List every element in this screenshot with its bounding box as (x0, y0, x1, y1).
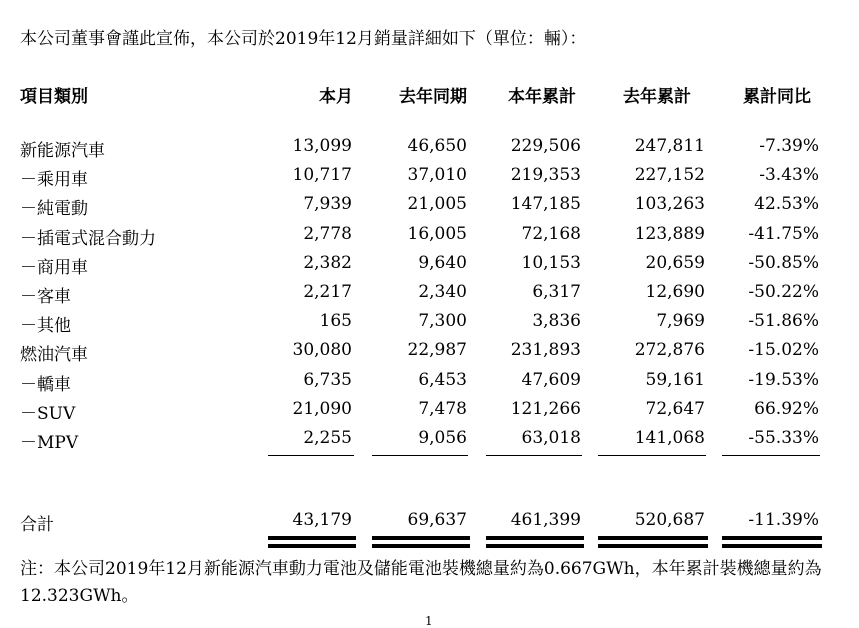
row-label: －插電式混合動力 (20, 228, 156, 249)
cell-last-year-ytd: 227,152 (634, 165, 705, 186)
row-label: －SUV (20, 403, 76, 424)
cell-same-period-last-year: 37,010 (407, 165, 467, 186)
cell-last-year-ytd: 141,068 (634, 428, 705, 448)
cell-this-month: 165 (319, 311, 352, 332)
cell-last-year-ytd: 59,161 (645, 369, 705, 390)
header-last-year-ytd: 去年累計 (623, 87, 691, 107)
cell-same-period-last-year: 6,453 (418, 369, 467, 390)
subtotal-rule-2 (372, 455, 468, 456)
cell-last-year-ytd: 72,647 (645, 398, 705, 419)
cell-same-period-last-year: 7,300 (418, 311, 467, 332)
subtotal-rule-3 (486, 455, 582, 456)
row-label: 燃油汽車 (20, 345, 88, 366)
cell-last-year-ytd: 123,889 (634, 223, 705, 244)
cell-last-year-ytd: 272,876 (634, 340, 705, 361)
row-label: －純電動 (20, 199, 88, 220)
header-ytd: 本年累計 (508, 87, 576, 107)
cell-ytd-yoy: 66.92% (754, 398, 819, 419)
header-category: 項目類別 (20, 87, 88, 107)
cell-last-year-ytd: 20,659 (645, 252, 705, 273)
row-label: －MPV (20, 433, 79, 453)
total-double-rule-1a (268, 536, 356, 540)
total-same-period-last-year: 69,637 (407, 510, 467, 530)
page-number: 1 (425, 614, 433, 628)
cell-same-period-last-year: 46,650 (407, 136, 467, 156)
total-double-rule-2b (372, 544, 470, 548)
subtotal-rule-1 (268, 455, 354, 456)
total-ytd-yoy: -11.39% (748, 510, 819, 530)
total-double-rule-3a (486, 536, 584, 540)
total-double-rule-2a (372, 536, 470, 540)
table-row (0, 224, 859, 248)
table-row (0, 399, 859, 423)
cell-same-period-last-year: 16,005 (407, 223, 467, 244)
cell-ytd-yoy: -50.22% (748, 282, 819, 302)
cell-same-period-last-year: 22,987 (407, 340, 467, 361)
total-double-rule-4a (598, 536, 708, 540)
total-double-rule-5a (722, 536, 822, 540)
cell-ytd: 147,185 (510, 194, 581, 215)
cell-ytd: 3,836 (532, 311, 581, 332)
announcement-intro: 本公司董事會謹此宣佈，本公司於2019年12月銷量詳細如下（單位：輛）： (20, 29, 587, 49)
cell-ytd-yoy: -7.39% (759, 136, 819, 156)
cell-ytd: 121,266 (510, 398, 581, 419)
cell-this-month: 21,090 (292, 398, 352, 419)
cell-this-month: 2,382 (303, 252, 352, 273)
total-ytd: 461,399 (510, 510, 581, 530)
cell-ytd: 6,317 (532, 282, 581, 302)
table-row (0, 253, 859, 277)
cell-ytd-yoy: -55.33% (748, 428, 819, 448)
cell-ytd: 219,353 (510, 165, 581, 186)
cell-ytd-yoy: 42.53% (754, 194, 819, 215)
cell-ytd-yoy: -3.43% (759, 165, 819, 186)
total-label: 合計 (20, 515, 54, 535)
total-double-rule-3b (486, 544, 584, 548)
row-label: －乘用車 (20, 170, 88, 191)
cell-ytd: 229,506 (510, 136, 581, 156)
row-label: －商用車 (20, 257, 88, 278)
cell-ytd: 10,153 (521, 252, 581, 273)
cell-this-month: 10,717 (292, 165, 352, 186)
cell-this-month: 7,939 (303, 194, 352, 215)
total-row (0, 510, 859, 534)
cell-ytd-yoy: -15.02% (748, 340, 819, 361)
table-header (0, 82, 859, 106)
cell-ytd: 47,609 (521, 369, 581, 390)
cell-last-year-ytd: 12,690 (645, 282, 705, 302)
footnote: 注：本公司2019年12月新能源汽車動力電池及儲能電池裝機總量約為0.667GWh，本年累計裝機總量約為12.323GWh。 (20, 559, 822, 606)
cell-ytd-yoy: -50.85% (748, 252, 819, 273)
cell-same-period-last-year: 2,340 (418, 282, 467, 302)
cell-same-period-last-year: 7,478 (418, 398, 467, 419)
row-label: －其他 (20, 316, 71, 337)
cell-this-month: 2,778 (303, 223, 352, 244)
table-row (0, 165, 859, 189)
total-this-month: 43,179 (292, 510, 352, 530)
cell-ytd-yoy: -41.75% (748, 223, 819, 244)
cell-last-year-ytd: 103,263 (634, 194, 705, 215)
table-row (0, 136, 859, 160)
cell-this-month: 6,735 (303, 369, 352, 390)
row-label: －客車 (20, 287, 71, 307)
row-label: －轎車 (20, 374, 71, 395)
subtotal-rule-5 (722, 455, 820, 456)
total-double-rule-5b (722, 544, 822, 548)
cell-ytd: 63,018 (521, 428, 581, 448)
cell-ytd: 231,893 (510, 340, 581, 361)
header-ytd-yoy: 累計同比 (743, 87, 811, 107)
cell-this-month: 13,099 (292, 136, 352, 156)
cell-ytd: 72,168 (521, 223, 581, 244)
header-same-period-last-year: 去年同期 (399, 87, 467, 107)
cell-same-period-last-year: 21,005 (407, 194, 467, 215)
cell-last-year-ytd: 247,811 (634, 136, 705, 156)
cell-ytd-yoy: -51.86% (748, 311, 819, 332)
cell-same-period-last-year: 9,056 (418, 428, 467, 448)
total-double-rule-4b (598, 544, 708, 548)
table-row (0, 282, 859, 306)
total-double-rule-1b (268, 544, 356, 548)
cell-last-year-ytd: 7,969 (656, 311, 705, 332)
total-last-year-ytd: 520,687 (634, 510, 705, 530)
table-row (0, 428, 859, 452)
table-row (0, 340, 859, 364)
header-this-month: 本月 (319, 87, 353, 107)
cell-this-month: 2,255 (303, 428, 352, 448)
cell-ytd-yoy: -19.53% (748, 369, 819, 390)
subtotal-rule-4 (598, 455, 706, 456)
cell-same-period-last-year: 9,640 (418, 252, 467, 273)
table-row (0, 311, 859, 335)
row-label: 新能源汽車 (20, 141, 105, 161)
table-row (0, 194, 859, 218)
cell-this-month: 2,217 (303, 282, 352, 302)
table-row (0, 370, 859, 394)
cell-this-month: 30,080 (292, 340, 352, 361)
